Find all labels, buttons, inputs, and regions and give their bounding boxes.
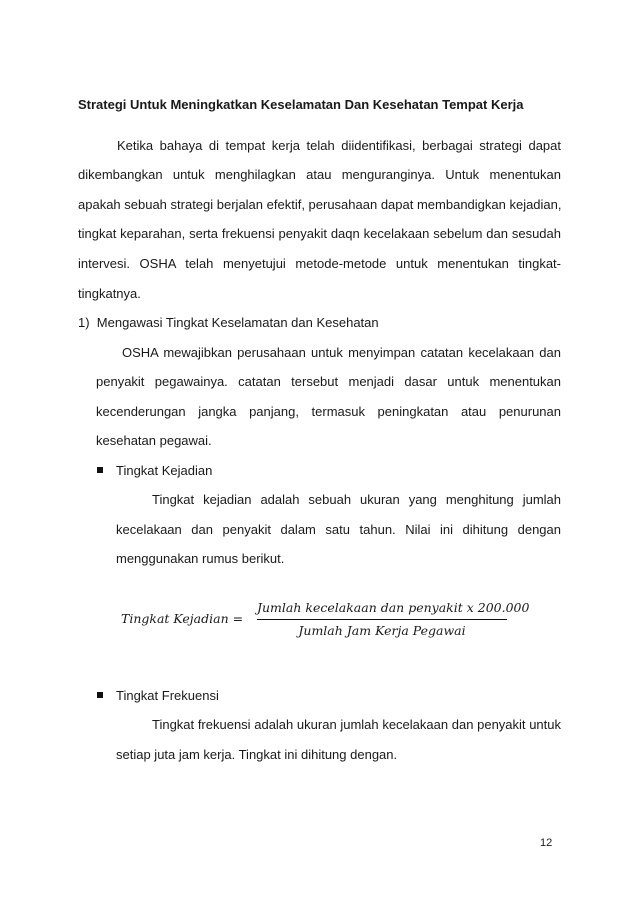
subsection-line-3: kecenderungan jangka panjang, termasuk peningkatan atau penurunan	[96, 404, 561, 419]
subsection-title: 1) Mengawasi Tingkat Keselamatan dan Kesehatan	[78, 315, 379, 330]
formula-numerator: Jumlah kecelakaan dan penyakit x 200.000	[257, 600, 530, 615]
bullet-marker	[97, 692, 103, 698]
subsection-line-1: OSHA mewajibkan perusahaan untuk menyimpan catatan kecelakaan dan	[122, 345, 561, 360]
bullet2-line-1: Tingkat frekuensi adalah ukuran jumlah kecelakaan dan penyakit untuk	[152, 717, 561, 732]
intro-line-2: dikembangkan untuk menghilagkan atau menguranginya. Untuk menentukan	[78, 167, 561, 182]
bullet-title-incidence: Tingkat Kejadian	[116, 463, 213, 478]
bullet-title-frequency: Tingkat Frekuensi	[116, 688, 219, 703]
intro-line-5: intervesi. OSHA telah menyetujui metode-metode untuk menentukan tingkat-	[78, 256, 561, 271]
intro-line-4: tingkat keparahan, serta frekuensi penyakit daqn kecelakaan sebelum dan sesudah	[78, 226, 561, 241]
bullet-marker	[97, 467, 103, 473]
section-heading: Strategi Untuk Meningkatkan Keselamatan Dan Kesehatan Tempat Kerja	[78, 97, 524, 112]
bullet1-line-1: Tingkat kejadian adalah sebuah ukuran yang menghitung jumlah	[152, 492, 561, 507]
bullet1-line-3: menggunakan rumus berikut.	[116, 551, 285, 566]
intro-line-3: apakah sebuah strategi berjalan efektif, perusahaan dapat membandigkan kejadian,	[78, 197, 562, 212]
subsection-line-2: penyakit pegawainya. catatan tersebut menjadi dasar untuk menentukan	[96, 374, 561, 389]
intro-line-1: Ketika bahaya di tempat kerja telah diidentifikasi, berbagai strategi dapat	[117, 138, 561, 153]
fraction-bar	[257, 619, 507, 620]
incidence-rate-formula	[121, 599, 530, 639]
bullet2-line-2: setiap juta jam kerja. Tingkat ini dihitung dengan.	[116, 747, 398, 762]
intro-line-6: tingkatnya.	[78, 286, 141, 301]
formula-denominator: Jumlah Jam Kerja Pegawai	[298, 623, 466, 638]
page-number: 12	[540, 837, 553, 849]
formula-lhs: Tingkat Kejadian =	[121, 611, 244, 626]
bullet1-line-2: kecelakaan dan penyakit dalam satu tahun. Nilai ini dihitung dengan	[116, 522, 561, 537]
subsection-line-4: kesehatan pegawai.	[96, 433, 212, 448]
